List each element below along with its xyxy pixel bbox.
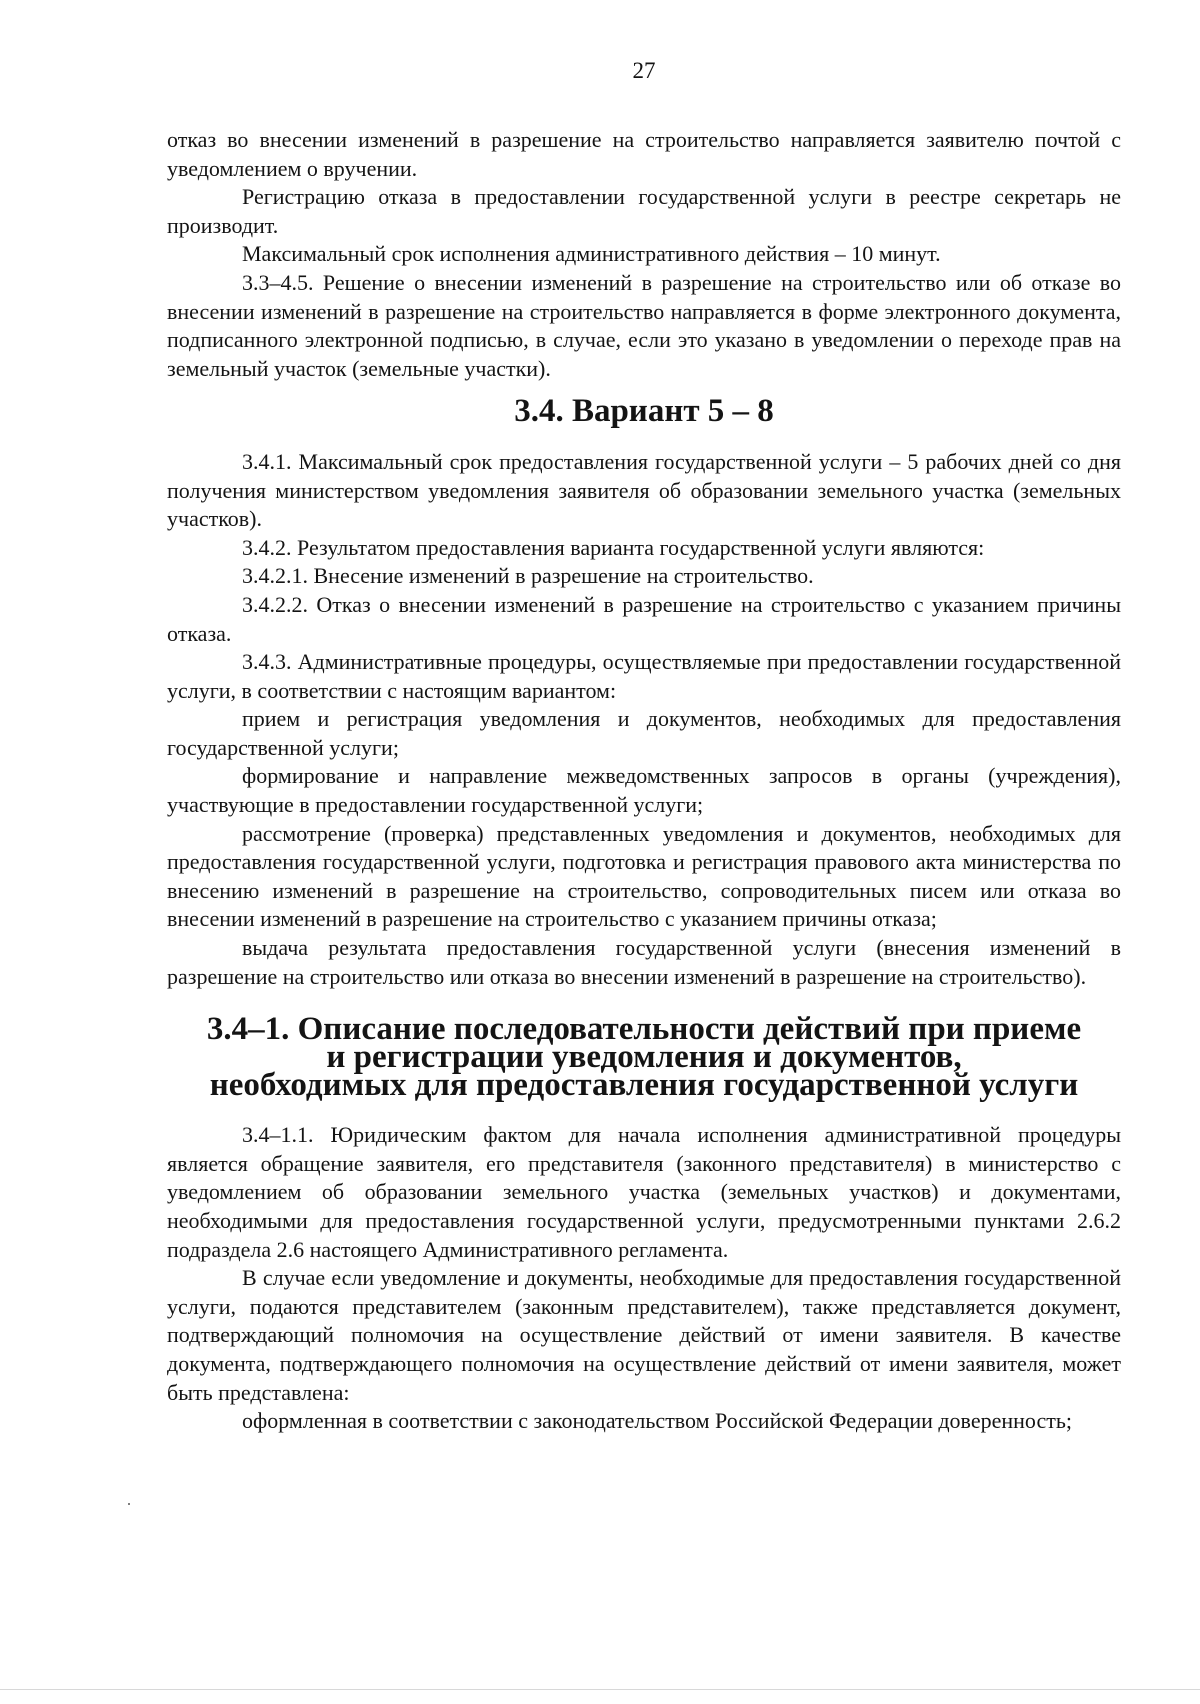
page-number: 27 xyxy=(632,58,656,83)
paragraph: отказ во внесении изменений в разрешение на строительство направляется заявителю почтой с уведомлением о вручении. xyxy=(167,127,1121,181)
scan-edge-line xyxy=(0,1689,1200,1690)
subsection-heading xyxy=(167,1011,1121,1104)
subsection-heading-line: и регистрации уведомления и документов, xyxy=(326,1039,962,1076)
list-item: формирование и направление межведомственных запросов в органы (учреждения), участвующие в предоставлении государственной услуги; xyxy=(167,763,1121,818)
list-item: прием и регистрация уведомления и документов, необходимых для предоставления государственной услуги; xyxy=(167,706,1121,760)
paragraph: 3.4.2. Результатом предоставления варианта государственной услуги являются: xyxy=(242,534,985,560)
document-body xyxy=(167,126,1121,1436)
paragraph: 3.4.2.1. Внесение изменений в разрешение на строительство. xyxy=(242,563,814,589)
paragraph: Регистрацию отказа в предоставлении государственной услуги в реестре секретарь не производит. xyxy=(167,184,1121,238)
paragraph: 3.3–4.5. Решение о внесении изменений в разрешение на строительство или об отказе во внесении изменений в разрешение на строительство направляется в форме электронного документа, подписанного электронной подписью, в случае, если это указано в уведомлении о переходе прав на земельный участок (земельные участки). xyxy=(167,269,1121,381)
list-item: оформленная в соответствии с законодательством Российской Федерации доверенность; xyxy=(242,1408,1072,1434)
subsection-heading-line: необходимых для предоставления государственной услуги xyxy=(209,1067,1079,1104)
paragraph: 3.4.3. Административные процедуры, осуществляемые при предоставлении государственной услуги, в соответствии с настоящим вариантом: xyxy=(167,649,1121,703)
paragraph: 3.4–1.1. Юридическим фактом для начала исполнения административной процедуры является обращение заявителя, его представителя (законного представителя) в министерство с уведомлением об образовании земельного участка (земельных участков) и документами, необходимыми для предоставления государственной услуги, предусмотренными пунктами 2.6.2 подраздела 2.6 настоящего Административного регламента. xyxy=(167,1122,1121,1262)
scan-dot xyxy=(128,1503,130,1505)
paragraph: В случае если уведомление и документы, необходимые для предоставления государственной услуги, подаются представителем (законным представителем), также представляется документ, подтверждающий полномочия на осуществление действий от имени заявителя. В качестве документа, подтверждающего полномочия на осуществление действий от имени заявителя, может быть представлена: xyxy=(167,1265,1121,1405)
paragraph: Максимальный срок исполнения административного действия – 10 минут. xyxy=(242,241,941,267)
paragraph: 3.4.1. Максимальный срок предоставления государственной услуги – 5 рабочих дней со дня получения министерством уведомления заявителя об образовании земельного участка (земельных участков). xyxy=(167,448,1121,532)
subsection-heading-line: 3.4–1. Описание последовательности действий при приеме xyxy=(206,1011,1082,1048)
paragraph: 3.4.2.2. Отказ о внесении изменений в разрешение на строительство с указанием причины отказа. xyxy=(167,591,1121,646)
section-heading: 3.4. Вариант 5 – 8 xyxy=(514,393,774,430)
list-item: выдача результата предоставления государственной услуги (внесения изменений в разрешение на строительство или отказа во внесении изменений в разрешение на строительство). xyxy=(167,935,1121,989)
list-item: рассмотрение (проверка) представленных уведомления и документов, необходимых для предоставления государственной услуги, подготовка и регистрация правового акта министерства по внесению изменений в разрешение на строительство, сопроводительных писем или отказа во внесении изменений в разрешение на строительство с указанием причины отказа; xyxy=(167,820,1121,932)
